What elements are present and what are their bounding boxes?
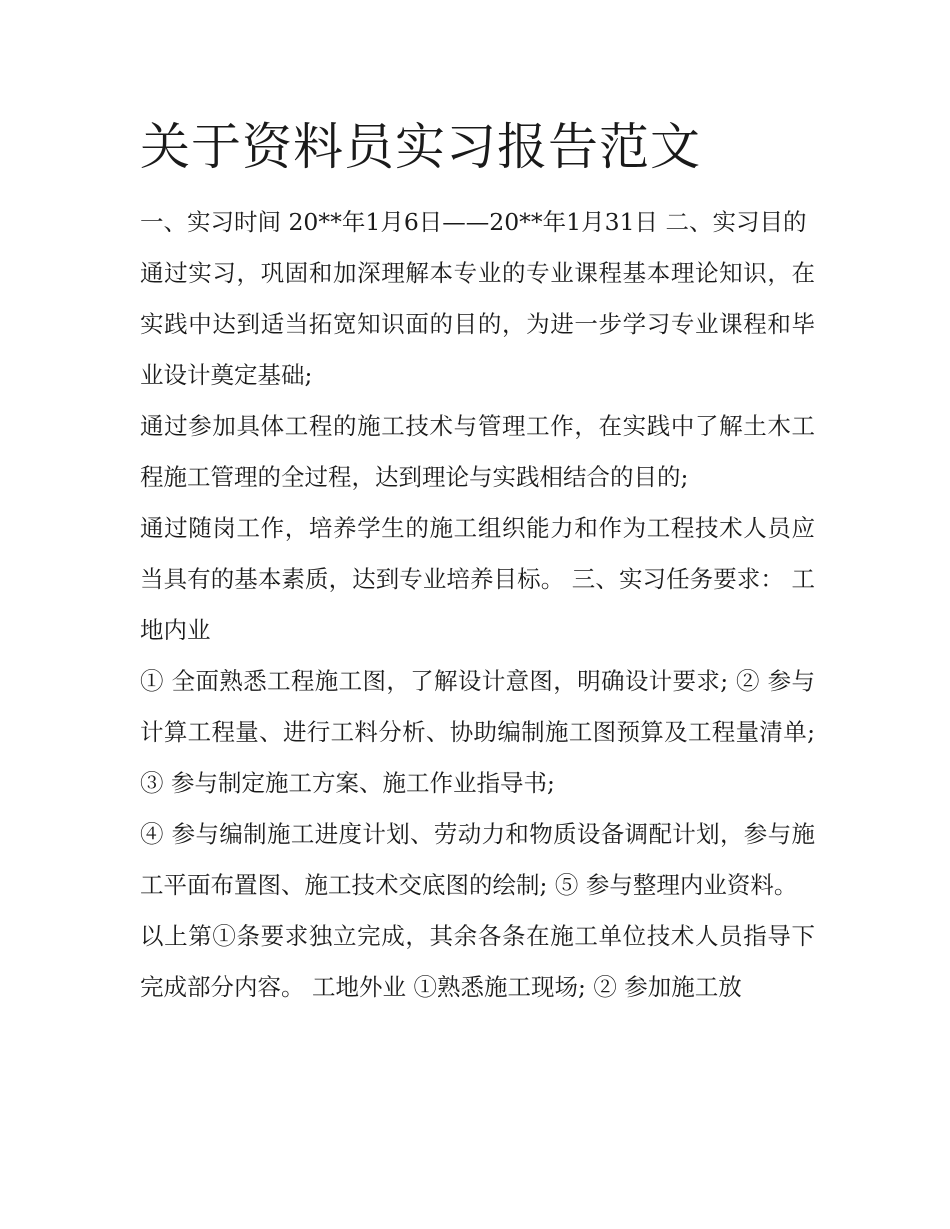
document-body bbox=[140, 197, 815, 1013]
paragraph-task-list-1: ① 全面熟悉工程施工图，了解设计意图，明确设计要求; ② 参与计算工程量、进行工料分析、协助编制施工图预算及工程量清单; ③ 参与制定施工方案、施工作业指导书; bbox=[140, 667, 815, 797]
paragraph-task-list-2: ④ 参与编制施工进度计划、劳动力和物质设备调配计划，参与施工平面布置图、施工技术交底图的绘制; ⑤ 参与整理内业资料。 bbox=[140, 820, 815, 899]
paragraph-purpose-1: 通过实习，巩固和加深理解本专业的专业课程基本理论知识，在实践中达到适当拓宽知识面的目的，为进一步学习专业课程和毕业设计奠定基础; bbox=[140, 259, 815, 389]
paragraph-purpose-3: 通过随岗工作，培养学生的施工组织能力和作为工程技术人员应当具有的基本素质，达到专业培养目标。 三、实习任务要求： 工地内业 bbox=[140, 514, 815, 644]
paragraph-task-note: 以上第①条要求独立完成，其余各条在施工单位技术人员指导下完成部分内容。 工地外业 ①熟悉施工现场; ② 参加施工放 bbox=[140, 922, 815, 1001]
paragraph-purpose-2: 通过参加具体工程的施工技术与管理工作，在实践中了解土木工程施工管理的全过程，达到理论与实践相结合的目的; bbox=[140, 412, 815, 491]
document-title: 关于资料员实习报告范文 bbox=[140, 118, 701, 176]
paragraph-internship-time: 一、实习时间 20**年1月6日——20**年1月31日 二、实习目的 bbox=[140, 208, 807, 236]
